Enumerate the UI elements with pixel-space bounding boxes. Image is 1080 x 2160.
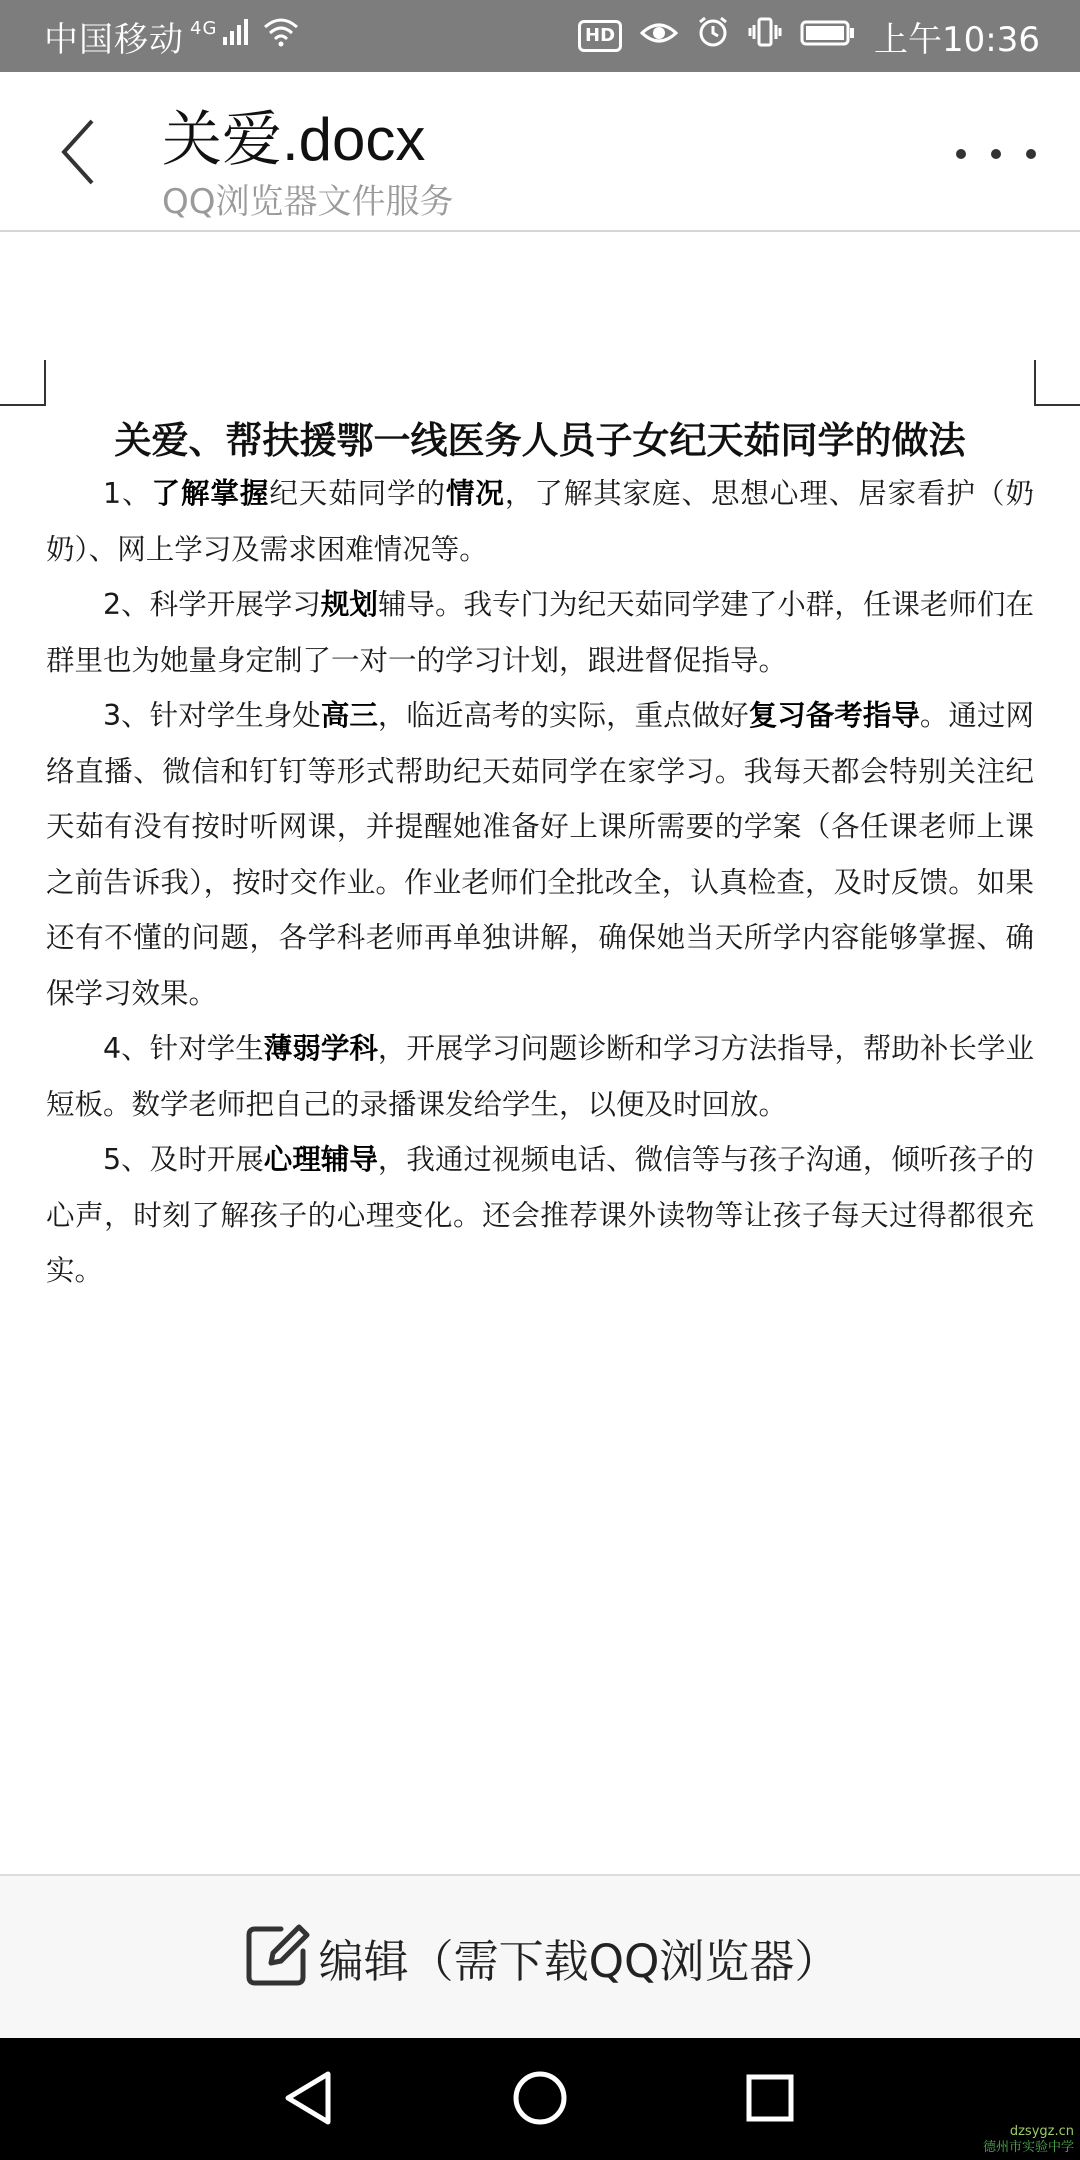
edit-icon — [241, 1919, 313, 1995]
paragraph-text: 。通过网络直播、微信和钉钉等形式帮助纪天茹同学在家学习。我每天都会特别关注纪天茹有没有按时听网课，并提醒她准备好上课所需要的学案（各任课老师上课之前告诉我），按时交作业。作业老师们全批改全，认真检查，及时反馈。如果还有不懂的问题，各学科老师再单独讲解，确保她当天所学内容能够掌握、确保学习效果。 — [46, 699, 1034, 1010]
paragraph-text: 4、针对学生 — [103, 1032, 264, 1065]
document-page[interactable] — [0, 234, 1080, 1874]
back-button[interactable] — [48, 114, 108, 194]
bold-text: 情况 — [445, 477, 505, 510]
bold-text: 了解掌握 — [151, 477, 270, 510]
triangle-back-icon — [282, 2070, 334, 2130]
document-paragraph — [46, 688, 1034, 1021]
nav-back-button[interactable] — [272, 2064, 344, 2136]
page-title: 关爱.docx — [162, 106, 426, 173]
document-paragraph — [46, 577, 1034, 688]
watermark-site: dzsygz.cn — [1009, 2124, 1074, 2139]
bold-text: 规划 — [320, 588, 378, 621]
square-recent-icon — [744, 2072, 796, 2128]
wifi-icon — [259, 16, 299, 56]
document-paragraph — [46, 1021, 1034, 1132]
page-corner-mark — [1034, 360, 1080, 406]
page-corner-mark — [0, 360, 46, 406]
hd-badge: HD — [578, 20, 622, 52]
bold-text: 薄弱学科 — [263, 1032, 378, 1065]
network-type: 4G — [190, 17, 218, 39]
more-dot — [991, 149, 1001, 159]
status-bar — [0, 0, 1080, 72]
alarm-icon — [696, 15, 730, 58]
nav-home-button[interactable] — [504, 2064, 576, 2136]
bold-text: 复习备考指导 — [748, 699, 920, 732]
app-header — [0, 72, 1080, 232]
nav-recent-button[interactable] — [734, 2064, 806, 2136]
eye-icon — [640, 16, 678, 56]
carrier-label: 中国移动 — [44, 19, 184, 60]
chevron-left-icon — [58, 117, 98, 191]
paragraph-text: 2、科学开展学习 — [103, 588, 321, 621]
paragraph-text: ，临近高考的实际，重点做好 — [377, 699, 749, 732]
more-options-button[interactable] — [956, 134, 1036, 174]
paragraph-text: 5、及时开展 — [103, 1143, 264, 1176]
paragraph-text: ，开展学习问题诊断和学习方法指导，帮助补长学业短板。数学老师把自己的录播课发给学生，以便及时回放。 — [46, 1032, 1034, 1121]
clock-time: 上午10:36 — [874, 19, 1040, 60]
paragraph-text: 3、针对学生身处 — [103, 699, 321, 732]
watermark — [983, 2124, 1074, 2156]
paragraph-text: 纪天茹同学的 — [269, 477, 446, 510]
document-heading: 关爱、帮扶援鄂一线医务人员子女纪天茹同学的做法 — [114, 419, 966, 462]
paragraph-text: 1、 — [103, 477, 152, 510]
more-dots-icon — [956, 149, 966, 159]
page-subtitle: QQ浏览器文件服务 — [162, 182, 454, 222]
document-body — [46, 466, 1034, 1299]
edit-button[interactable] — [241, 1919, 840, 1995]
circle-home-icon — [511, 2069, 569, 2131]
bold-text: 心理辅导 — [263, 1143, 378, 1176]
watermark-name: 德州市实验中学 — [982, 2140, 1074, 2155]
document-paragraph — [46, 1132, 1034, 1299]
system-nav-bar — [0, 2038, 1080, 2160]
paragraph-text: ，我通过视频电话、微信等与孩子沟通，倾听孩子的心声，时刻了解孩子的心理变化。还会推荐课外读物等让孩子每天过得都很充实。 — [46, 1143, 1034, 1287]
vibrate-icon — [748, 15, 782, 58]
battery-icon — [800, 16, 856, 56]
status-right — [578, 0, 1040, 72]
edit-bar — [0, 1874, 1080, 2038]
paragraph-text: 辅导。我专门为纪天茹同学建了小群，任课老师们在群里也为她量身定制了一对一的学习计划，跟进督促指导。 — [46, 588, 1034, 677]
document-paragraph — [46, 466, 1034, 577]
status-left — [44, 0, 299, 72]
signal-icon — [217, 16, 251, 56]
more-dot — [1026, 149, 1036, 159]
paragraph-text: ，了解其家庭、思想心理、居家看护（奶奶）、网上学习及需求困难情况等。 — [46, 477, 1034, 566]
edit-button-label: 编辑（需下载QQ浏览器） — [318, 1934, 840, 1988]
bold-text: 高三 — [320, 699, 378, 732]
